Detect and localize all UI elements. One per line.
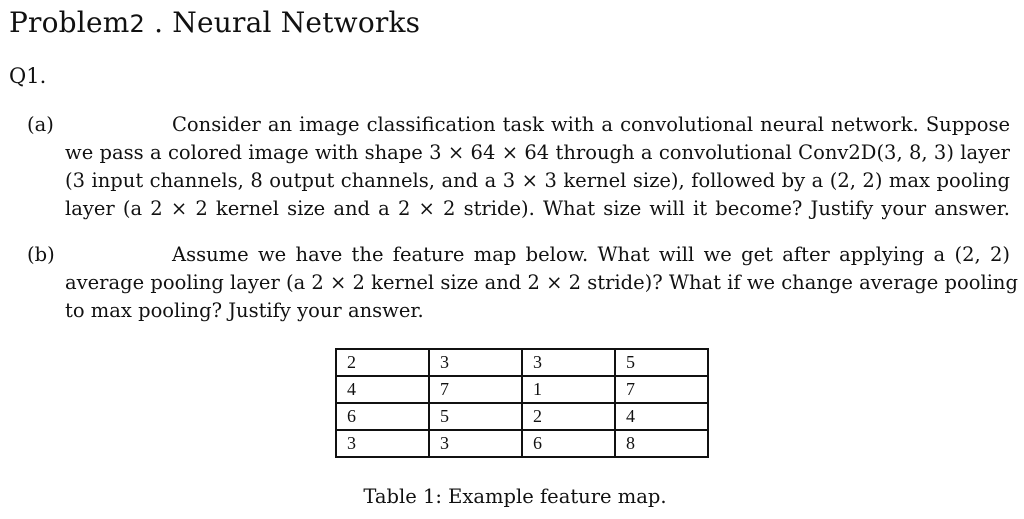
part-a-line: layer (a 2 × 2 kernel size and a 2 × 2 stride). What size will it become? Justify your answer. <box>65 197 1010 220</box>
feature-map-table <box>335 348 709 458</box>
table-row <box>336 349 708 376</box>
part-a-line: we pass a colored image with shape 3 × 64 × 64 through a convolutional Conv2D(3, 8, 3) layer <box>65 141 1010 164</box>
part-a-line: Consider an image classification task with a convolutional neural network. Suppose <box>172 113 1010 136</box>
part-b-text <box>65 241 1018 325</box>
part-b-label: (b) <box>27 243 55 266</box>
table-cell: 4 <box>336 376 429 403</box>
table-cell: 3 <box>522 349 615 376</box>
table-cell: 6 <box>336 403 429 430</box>
table-cell: 2 <box>336 349 429 376</box>
table-cell: 7 <box>615 376 708 403</box>
table-cell: 3 <box>429 349 522 376</box>
part-a-line: (3 input channels, 8 output channels, and a 3 × 3 kernel size), followed by a (2, 2) max pooling <box>65 169 1010 192</box>
table-row <box>336 376 708 403</box>
problem-separator: . <box>154 6 164 39</box>
table-cell: 6 <box>522 430 615 457</box>
table-cell: 8 <box>615 430 708 457</box>
problem-prefix: Problem <box>9 6 130 39</box>
table-row <box>336 403 708 430</box>
problem-heading: Neural Networks <box>172 6 421 39</box>
table-cell: 7 <box>429 376 522 403</box>
table-cell: 3 <box>429 430 522 457</box>
table-cell: 2 <box>522 403 615 430</box>
table-cell: 1 <box>522 376 615 403</box>
question-label: Q1. <box>9 64 47 88</box>
part-b-line: to max pooling? Justify your answer. <box>65 299 424 322</box>
table-caption: Table 1: Example feature map. <box>363 485 667 508</box>
problem-title <box>9 6 420 41</box>
part-a-label: (a) <box>27 113 54 136</box>
table-cell: 3 <box>336 430 429 457</box>
part-a-text <box>65 111 1010 223</box>
part-b-line: average pooling layer (a 2 × 2 kernel size and 2 × 2 stride)? What if we change average pooling <box>65 271 1018 294</box>
part-b-line: Assume we have the feature map below. What will we get after applying a (2, 2) <box>172 243 1010 266</box>
problem-number: 2 <box>129 10 145 38</box>
table-cell: 4 <box>615 403 708 430</box>
table-row <box>336 430 708 457</box>
table-cell: 5 <box>429 403 522 430</box>
table-cell: 5 <box>615 349 708 376</box>
